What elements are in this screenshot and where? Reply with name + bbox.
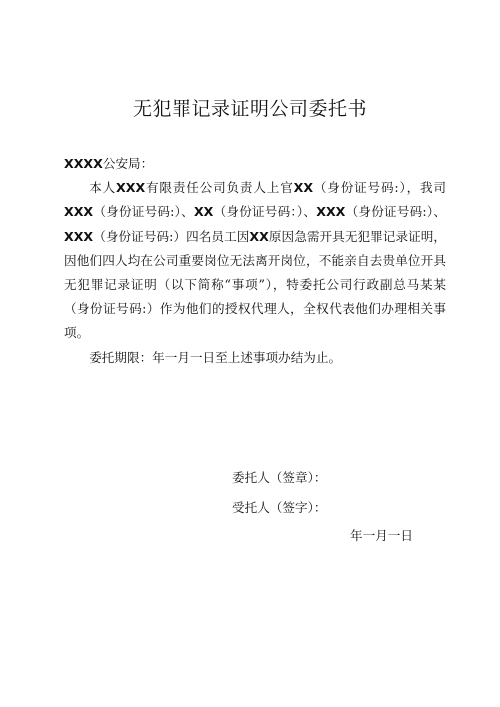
para1-text-1: 本人 <box>89 180 117 196</box>
para1-text-7: （身份证号码:）四名员工因 <box>93 228 250 244</box>
salutation <box>64 152 446 176</box>
signature-date: 年一月一日 <box>350 528 413 543</box>
para1-text-8: 原因急需开具无犯罪记录证明，因他们四人均在公司重要岗位无法离开岗位，不能亲自去贵单位开具无犯罪记录证明（以下简称“事项”），特委托公司行政副总马某某（身份证号码:）作为他们的授权代理人，全权代表他们办理相关事项。 <box>64 228 446 341</box>
para1-text-5: （身份证号码：）、 <box>213 204 317 220</box>
para1-text-3: （身份证号码:），我司 <box>313 180 447 196</box>
para1-employee-3: XXX <box>316 204 346 220</box>
salutation-suffix: 公安局： <box>102 156 154 171</box>
para1-text-6: （身份证号码:）、 <box>345 204 446 220</box>
document-title: 无犯罪记录证明公司委托书 <box>132 98 367 120</box>
para1-text-2: 有限责任公司负责人上官 <box>145 180 294 196</box>
agent-signature-line: 受托人（签字）： <box>232 500 327 515</box>
para1-company-placeholder: XXX <box>116 180 146 196</box>
para1-employee-4: XXX <box>64 228 94 244</box>
para1-reason-placeholder: XX <box>249 228 269 244</box>
paragraph-main <box>64 176 446 345</box>
salutation-addressee: XXXX <box>64 156 103 171</box>
paragraph-period: 委托期限：年一月一日至上述事项办结为止。 <box>89 349 342 365</box>
principal-signature-line: 委托人（签章）： <box>232 470 327 485</box>
para1-name-placeholder: XX <box>293 180 314 196</box>
para1-employee-2: XX <box>193 204 214 220</box>
para1-employee-1: XXX <box>64 204 94 220</box>
para1-text-4: （身份证号码:）、 <box>93 204 194 220</box>
document-body <box>64 152 446 370</box>
